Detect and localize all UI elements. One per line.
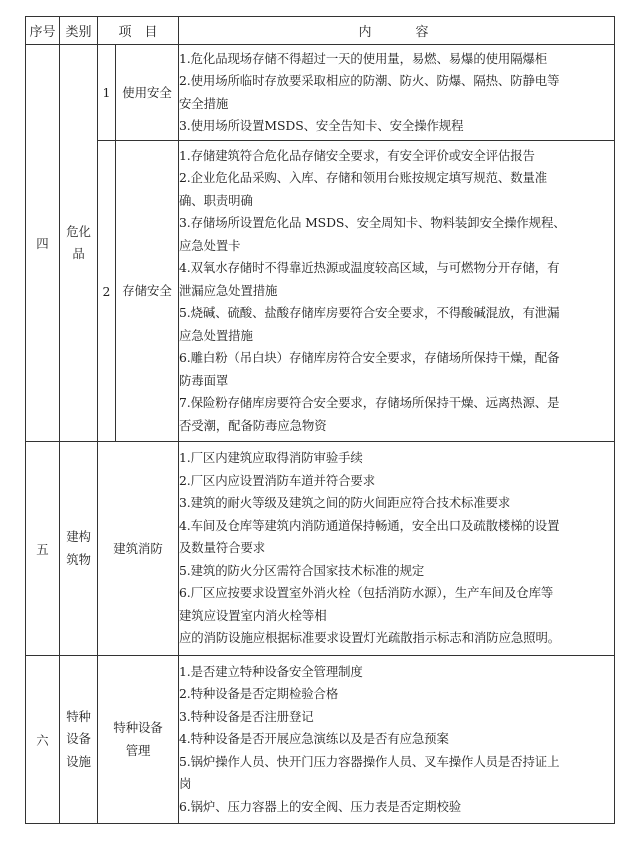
section-seq: 四 (26, 45, 60, 442)
category-line: 危化 (66, 223, 91, 239)
content-line: 应急处置措施 (179, 327, 253, 343)
section-category (60, 656, 98, 824)
item-line: 管理 (125, 742, 151, 758)
content-line: 1.是否建立特种设备安全管理制度 (179, 663, 363, 679)
content-line: 确、职责明确 (179, 192, 253, 208)
content-line: 泄漏应急处置措施 (179, 282, 278, 298)
row-number: 1 (98, 45, 116, 141)
content-line: 应的消防设施应根据标准要求设置灯光疏散指示标志和消防应急照明。 (179, 630, 561, 646)
content-line: 防毒面罩 (179, 372, 229, 388)
header-seq: 序号 (26, 17, 60, 45)
row-number: 2 (98, 141, 116, 442)
content-line: 建筑应设置室内消火栓等相 (179, 607, 327, 623)
row-item: 存储安全 (116, 141, 179, 442)
section-seq: 六 (26, 656, 60, 824)
row-item: 建筑消防 (98, 442, 179, 656)
inspection-table (25, 16, 615, 824)
content-line: 3.特种设备是否注册登记 (179, 708, 314, 724)
content-line: 3.使用场所设置MSDS、安全告知卡、安全操作规程 (179, 118, 464, 133)
table-row (26, 442, 615, 656)
content-line: 5.烧碱、硫酸、盐酸存储库房要符合安全要求，不得酸碱混放，有泄漏 (179, 305, 560, 321)
category-line: 设备 (66, 731, 91, 747)
content-line: 2.企业危化品采购、入库、存储和领用台账按规定填写规范、数量准 (179, 170, 548, 186)
section-category (60, 442, 98, 656)
content-line: 3.存储场所设置危化品 MSDS、安全周知卡、物料装卸安全操作规程、 (179, 215, 566, 231)
table-row (26, 141, 615, 442)
category-line: 特种 (66, 708, 91, 724)
row-item: 使用安全 (116, 45, 179, 141)
section-category (60, 45, 98, 442)
content-line: 6.锅炉、压力容器上的安全阀、压力表是否定期校验 (179, 798, 462, 814)
content-line: 1.危化品现场存储不得超过一天的使用量，易燃、易爆的使用隔爆柜 (179, 50, 548, 66)
row-content (179, 45, 615, 141)
content-line: 7.保险粉存储库房要符合安全要求，存储场所保持干燥、远离热源、是 (179, 395, 560, 411)
table-header-row (26, 17, 615, 45)
content-line: 2.特种设备是否定期检验合格 (179, 686, 339, 702)
row-content (179, 141, 615, 442)
content-line: 4.车间及仓库等建筑内消防通道保持畅通，安全出口及疏散楼梯的设置 (179, 517, 560, 533)
content-line: 4.特种设备是否开展应急演练以及是否有应急预案 (179, 731, 449, 747)
content-line: 5.锅炉操作人员、快开门压力容器操作人员、叉车操作人员是否持证上 (179, 753, 560, 769)
row-item (98, 656, 179, 824)
header-content: 内 容 (179, 17, 615, 45)
item-line: 特种设备 (113, 720, 163, 735)
content-line: 及数量符合要求 (179, 540, 266, 556)
content-line: 1.存储建筑符合危化品存储安全要求，有安全评价或安全评估报告 (179, 147, 535, 163)
table-row (26, 45, 615, 141)
content-line: 5.建筑的防火分区需符合国家技术标准的规定 (179, 562, 425, 578)
row-content (179, 442, 615, 656)
category-line: 设施 (66, 753, 91, 769)
content-line: 2.厂区内应设置消防车道并符合要求 (179, 472, 375, 488)
content-line: 6.厂区应按要求设置室外消火栓（包括消防水源），生产车间及仓库等 (179, 585, 554, 601)
content-line: 岗 (179, 776, 192, 792)
content-line: 2.使用场所临时存放要采取相应的防潮、防火、防爆、隔热、防静电等 (179, 73, 560, 88)
content-line: 否受潮，配备防毒应急物资 (179, 417, 327, 433)
content-line: 6.雕白粉（吊白块）存储库房符合安全要求，存储场所保持干燥，配备 (179, 350, 560, 366)
section-seq: 五 (26, 442, 60, 656)
category-line: 筑物 (66, 551, 91, 567)
content-line: 4.双氧水存储时不得靠近热源或温度较高区域，与可燃物分开存储，有 (179, 260, 560, 276)
category-line: 品 (72, 246, 85, 261)
category-line: 建构 (66, 529, 91, 544)
content-line: 1.厂区内建筑应取得消防审验手续 (179, 450, 363, 466)
table-row (26, 656, 615, 824)
content-line: 应急处置卡 (179, 237, 241, 253)
header-category: 类别 (60, 17, 98, 45)
row-content (179, 656, 615, 824)
content-line: 3.建筑的耐火等级及建筑之间的防火间距应符合技术标准要求 (179, 495, 511, 511)
header-item: 项 目 (98, 17, 179, 45)
content-line: 安全措施 (179, 95, 229, 111)
